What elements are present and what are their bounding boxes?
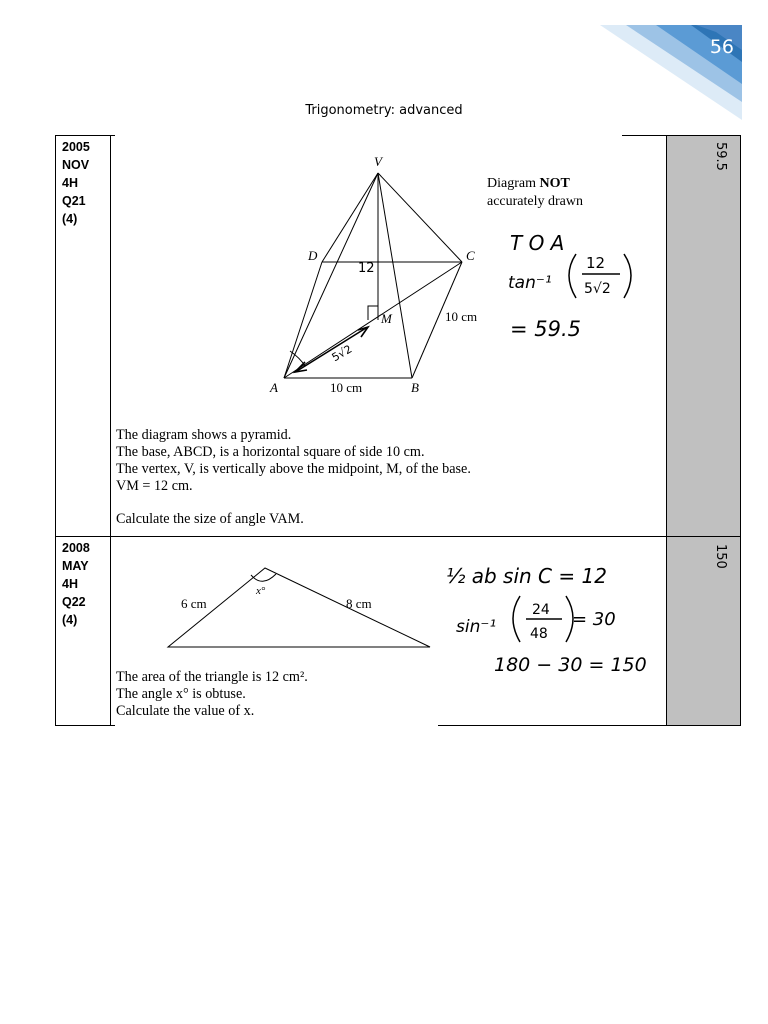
handwritten-area-formula: ½ ab sin C = 12 <box>446 564 607 588</box>
page-title: Trigonometry: advanced <box>305 103 463 118</box>
session: NOV <box>62 158 90 172</box>
page-number: 56 <box>709 36 734 58</box>
vertex-c-label: C <box>466 248 475 263</box>
question-line: The base, ABCD, is a horizontal square of side 10 cm. <box>116 444 425 460</box>
handwritten-am-label: 5√2 <box>329 342 355 365</box>
right-side-label: 8 cm <box>346 596 372 611</box>
question-meta-2 <box>62 539 90 629</box>
handwritten-tan-inverse: tan⁻¹ <box>508 273 552 293</box>
marks: (4) <box>62 613 78 627</box>
handwritten-denominator: 5√2 <box>584 281 611 297</box>
question-line: The diagram shows a pyramid. <box>116 427 292 443</box>
marks: (4) <box>62 212 78 226</box>
ab-length-label: 10 cm <box>330 380 363 395</box>
paper: 4H <box>62 577 78 591</box>
handwritten-answer: 180 − 30 = 150 <box>494 654 647 676</box>
question-line: The area of the triangle is 12 cm². <box>116 669 308 685</box>
handwritten-toa: T O A <box>510 231 565 255</box>
pyramid-diagram <box>112 137 664 399</box>
vertex-v-label: V <box>374 154 382 169</box>
handwritten-denominator: 48 <box>530 626 548 642</box>
answer-1: 59.5 <box>713 142 728 171</box>
diagram-note-line2: accurately drawn <box>487 194 583 209</box>
question-line: The angle x° is obtuse. <box>116 686 246 702</box>
question-line: Calculate the size of angle VAM. <box>116 511 304 527</box>
bc-length-label: 10 cm <box>445 309 478 324</box>
question-text-1 <box>116 427 471 528</box>
answer-2: 150 <box>713 544 728 569</box>
question-meta-1 <box>62 138 90 228</box>
midpoint-m-label: M <box>381 311 392 326</box>
question-line: Calculate the value of x. <box>116 703 255 719</box>
vertex-d-label: D <box>308 248 318 263</box>
handwritten-vm-label: 12 <box>358 261 375 276</box>
handwritten-sin-inverse: sin⁻¹ <box>456 617 497 637</box>
question-line: The vertex, V, is vertically above the midpoint, M, of the base. <box>116 461 471 477</box>
question-line: VM = 12 cm. <box>116 478 193 494</box>
handwritten-numerator: 12 <box>586 254 606 272</box>
diagram-note: Diagram NOT <box>487 176 570 191</box>
question-number: Q21 <box>62 194 86 208</box>
question-text-2 <box>116 669 308 720</box>
session: MAY <box>62 559 89 573</box>
year: 2005 <box>62 140 90 154</box>
handwritten-result: = 30 <box>572 609 616 630</box>
answer-column <box>666 136 740 725</box>
vertex-b-label: B <box>411 380 419 395</box>
question-number: Q22 <box>62 595 86 609</box>
handwritten-numerator: 24 <box>532 602 550 618</box>
vertex-a-label: A <box>270 380 278 395</box>
triangle-diagram <box>112 538 664 668</box>
paper: 4H <box>62 176 78 190</box>
left-side-label: 6 cm <box>181 596 207 611</box>
handwritten-answer: = 59.5 <box>510 317 582 341</box>
angle-label: x° <box>256 585 266 597</box>
year: 2008 <box>62 541 90 555</box>
